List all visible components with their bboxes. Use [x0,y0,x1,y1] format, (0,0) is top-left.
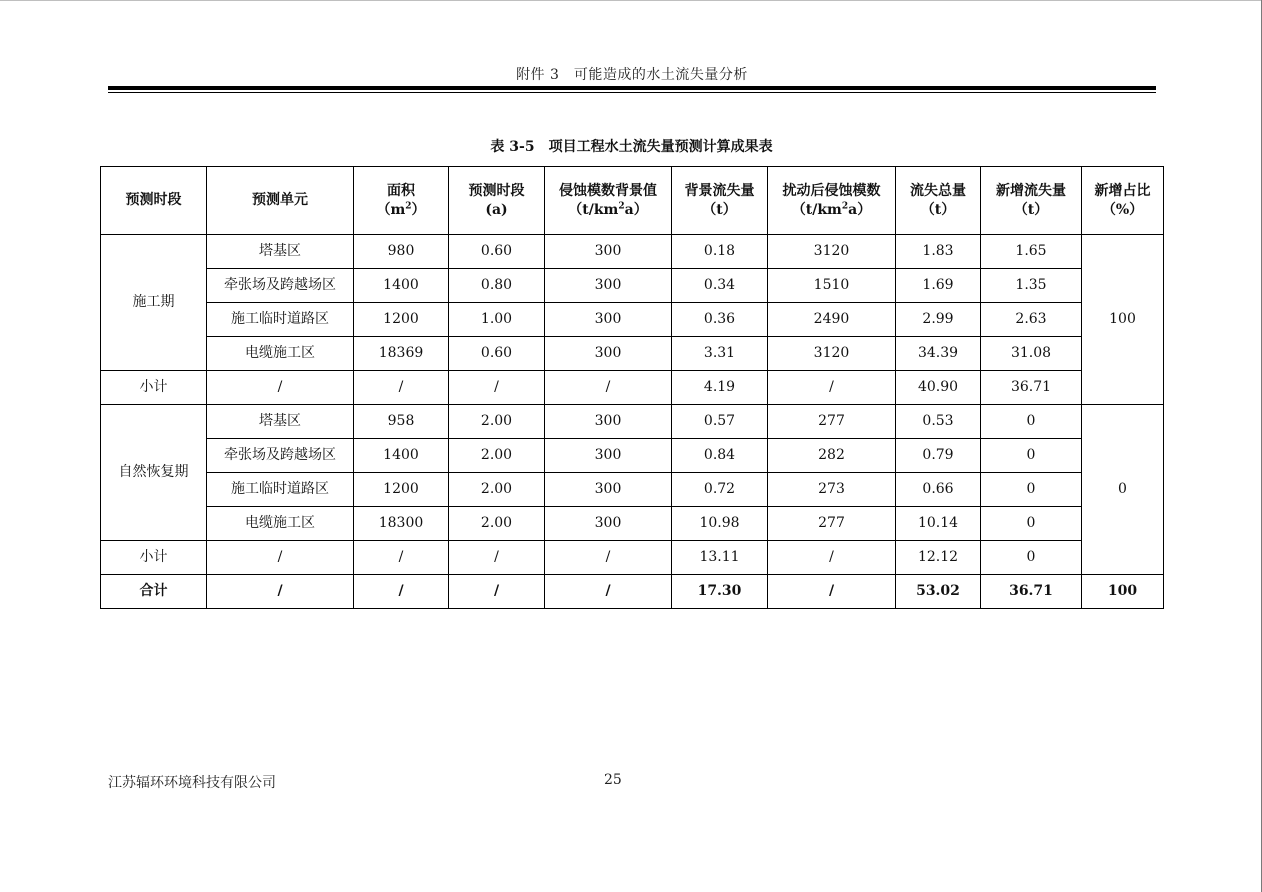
area-cell: 958 [354,405,449,439]
subtotal-label: 小计 [101,371,207,405]
soil-loss-table [100,166,1164,609]
page-border-top [0,0,1262,1]
period-cell: 施工期 [101,235,207,371]
total-loss-cell: 10.14 [896,507,981,541]
table-title: 表 3-5 项目工程水土流失量预测计算成果表 [490,139,773,155]
page-number: 25 [604,772,622,788]
area-cell: 18300 [354,507,449,541]
new-loss-cell: 1.35 [981,269,1082,303]
duration-cell: 2.00 [449,507,545,541]
new-loss-cell: 0 [981,541,1082,575]
dist-modulus-cell: / [768,541,896,575]
table-row [101,303,1164,337]
subtotal-label: 小计 [101,541,207,575]
new-loss-cell: 0 [981,405,1082,439]
running-header: 附件 3 可能造成的水土流失量分析 [516,67,748,83]
duration-cell: 2.00 [449,439,545,473]
total-loss-cell: 34.39 [896,337,981,371]
bg-modulus-cell: 300 [545,235,672,269]
dist-modulus-cell: 273 [768,473,896,507]
bg-loss-cell: 13.11 [672,541,768,575]
total-loss-cell: 2.99 [896,303,981,337]
new-share-cell: 0 [1082,405,1164,575]
bg-loss-cell: 10.98 [672,507,768,541]
period-cell: 自然恢复期 [101,405,207,541]
col-header-bg-loss: 背景流失量 （t） [672,167,768,235]
dist-modulus-cell: 2490 [768,303,896,337]
col-header-new-loss: 新增流失量 （t） [981,167,1082,235]
bg-modulus-cell: 300 [545,405,672,439]
new-loss-cell: 2.63 [981,303,1082,337]
unit-cell: / [207,541,354,575]
bg-loss-cell: 17.30 [672,575,768,609]
subtotal-row [101,371,1164,405]
total-loss-cell: 0.79 [896,439,981,473]
unit-cell: 电缆施工区 [207,337,354,371]
new-share-cell: 100 [1082,235,1164,405]
duration-cell: / [449,541,545,575]
duration-cell: / [449,371,545,405]
dist-modulus-cell: 277 [768,405,896,439]
total-loss-cell: 0.53 [896,405,981,439]
col-header-total-loss: 流失总量 （t） [896,167,981,235]
new-loss-cell: 0 [981,473,1082,507]
unit-cell: 施工临时道路区 [207,473,354,507]
table-row [101,439,1164,473]
area-cell: 1200 [354,473,449,507]
header-rule-thin [108,92,1156,93]
col-header-new-share: 新增占比 （%） [1082,167,1164,235]
total-loss-cell: 1.69 [896,269,981,303]
footer-company: 江苏辐环环境科技有限公司 [108,775,276,791]
new-loss-cell: 0 [981,439,1082,473]
new-loss-cell: 31.08 [981,337,1082,371]
total-loss-cell: 1.83 [896,235,981,269]
unit-cell: 塔基区 [207,405,354,439]
area-cell: / [354,371,449,405]
table-row [101,473,1164,507]
duration-cell: 1.00 [449,303,545,337]
bg-loss-cell: 0.34 [672,269,768,303]
bg-modulus-cell: 300 [545,269,672,303]
new-loss-cell: 1.65 [981,235,1082,269]
duration-cell: 2.00 [449,405,545,439]
col-header-bg-modulus: 侵蚀模数背景值 $(t/km^2a)$ [545,167,672,235]
table-row [101,405,1164,439]
bg-loss-cell: 4.19 [672,371,768,405]
bg-loss-cell: 0.36 [672,303,768,337]
dist-modulus-cell: / [768,371,896,405]
grand-total-row [101,575,1164,609]
area-cell: 1200 [354,303,449,337]
header-row [101,167,1164,235]
new-share-cell: 100 [1082,575,1164,609]
unit-cell: 施工临时道路区 [207,303,354,337]
table-row [101,337,1164,371]
bg-loss-cell: 3.31 [672,337,768,371]
area-cell: 1400 [354,269,449,303]
dist-modulus-cell: 282 [768,439,896,473]
col-header-duration: 预测时段 (a) [449,167,545,235]
new-loss-cell: 36.71 [981,371,1082,405]
bg-modulus-cell: / [545,371,672,405]
dist-modulus-cell: 3120 [768,337,896,371]
bg-loss-cell: 0.84 [672,439,768,473]
col-header-area: 面积 $(m^2)$ [354,167,449,235]
area-cell: 1400 [354,439,449,473]
subtotal-row [101,541,1164,575]
bg-loss-cell: 0.57 [672,405,768,439]
col-header-period: 预测时段 [101,167,207,235]
bg-modulus-cell: 300 [545,473,672,507]
unit-cell: / [207,371,354,405]
dist-modulus-cell: 3120 [768,235,896,269]
header-rule-thick [108,86,1156,90]
area-cell: 18369 [354,337,449,371]
bg-modulus-cell: 300 [545,507,672,541]
total-loss-cell: 12.12 [896,541,981,575]
duration-cell: / [449,575,545,609]
bg-modulus-cell: / [545,541,672,575]
unit-cell: 牵张场及跨越场区 [207,269,354,303]
table-row [101,235,1164,269]
duration-cell: 2.00 [449,473,545,507]
bg-loss-cell: 0.18 [672,235,768,269]
bg-loss-cell: 0.72 [672,473,768,507]
area-cell: / [354,575,449,609]
total-loss-cell: 0.66 [896,473,981,507]
col-header-dist-modulus: 扰动后侵蚀模数 $(t/km^2a)$ [768,167,896,235]
new-loss-cell: 0 [981,507,1082,541]
area-cell: 980 [354,235,449,269]
dist-modulus-cell: 277 [768,507,896,541]
dist-modulus-cell: / [768,575,896,609]
total-loss-cell: 40.90 [896,371,981,405]
dist-modulus-cell: 1510 [768,269,896,303]
unit-cell: 塔基区 [207,235,354,269]
table-row [101,269,1164,303]
table-row [101,507,1164,541]
bg-modulus-cell: / [545,575,672,609]
area-cell: / [354,541,449,575]
unit-cell: 牵张场及跨越场区 [207,439,354,473]
duration-cell: 0.60 [449,235,545,269]
duration-cell: 0.80 [449,269,545,303]
bg-modulus-cell: 300 [545,303,672,337]
bg-modulus-cell: 300 [545,439,672,473]
unit-cell: / [207,575,354,609]
new-loss-cell: 36.71 [981,575,1082,609]
unit-cell: 电缆施工区 [207,507,354,541]
grand-total-label: 合计 [101,575,207,609]
total-loss-cell: 53.02 [896,575,981,609]
duration-cell: 0.60 [449,337,545,371]
col-header-unit: 预测单元 [207,167,354,235]
bg-modulus-cell: 300 [545,337,672,371]
